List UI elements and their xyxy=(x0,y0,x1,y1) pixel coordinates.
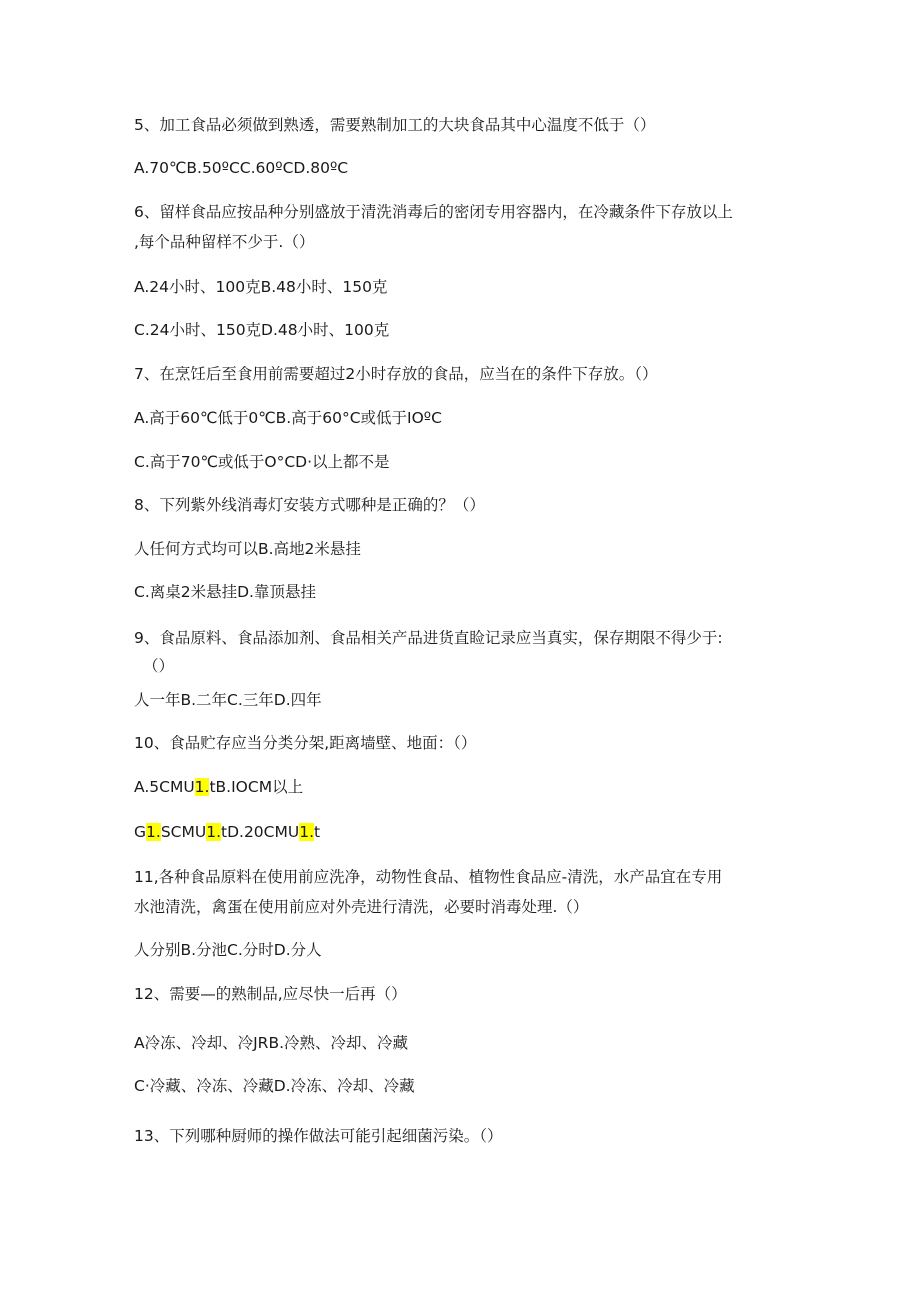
highlight-mark: 1. xyxy=(146,823,161,841)
question-6-options-cd: C.24小时、150克D.48小时、100克 xyxy=(134,321,390,339)
question-5: 5、加工食品必须做到熟透，需要熟制加工的大块食品其中心温度不低于（） xyxy=(134,116,656,134)
highlight-mark: 1. xyxy=(206,823,221,841)
question-11-options: 人分别B.分池C.分时D.分人 xyxy=(134,941,322,959)
question-11-line-1: 11,各种食品原料在使用前应洗净，动物性食品、植物性食品应-清洗，水产品宜在专用 xyxy=(134,868,723,886)
question-6-line-1: 6、留样食品应按品种分别盛放于清洗消毒后的密闭专用容器内，在冷藏条件下存放以上 xyxy=(134,203,733,221)
option-text: t xyxy=(314,823,321,841)
question-10-options-ab xyxy=(134,777,303,797)
highlight-mark: 1. xyxy=(194,778,210,796)
option-text: A.5CMU xyxy=(134,778,195,796)
question-11-line-2: 水池清洗，禽蛋在使用前应对外壳进行清洗，必要时消毒处理.（） xyxy=(134,898,589,916)
question-8-options-cd: C.离桌2米悬挂D.靠顶悬挂 xyxy=(134,583,316,601)
question-12-options-ab: A冷冻、冷却、冷JRB.冷熟、冷却、冷藏 xyxy=(134,1034,409,1052)
option-text: tB.IOCM以上 xyxy=(209,778,304,796)
question-9-line-1: 9、食品原料、食品添加剂、食品相关产品进货直睑记录应当真实，保存期限不得少于: xyxy=(134,629,723,647)
question-10: 10、食品贮存应当分类分架,距离墙壁、地面：（） xyxy=(134,734,477,752)
question-6-options-ab: A.24小时、100克B.48小时、150克 xyxy=(134,278,388,296)
question-8: 8、下列紫外线消毒灯安装方式哪种是正确的？（） xyxy=(134,496,485,514)
option-text: G xyxy=(134,823,147,841)
option-text: tD.20CMU xyxy=(221,823,300,841)
question-5-options: A.70℃B.50ºCC.60ºCD.80ºC xyxy=(134,159,349,177)
question-6-line-2: ,每个品种留样不少于.（） xyxy=(134,233,315,251)
option-text: SCMU xyxy=(160,823,207,841)
question-10-options-cd xyxy=(134,822,320,842)
question-8-options-ab: 人任何方式均可以B.高地2米悬挂 xyxy=(134,540,361,558)
question-12: 12、需要—的熟制品,应尽快一后再（） xyxy=(134,985,407,1003)
question-13: 13、下列哪种厨师的操作做法可能引起细菌污染。（） xyxy=(134,1127,503,1145)
question-9-options: 人一年B.二年C.三年D.四年 xyxy=(134,691,322,709)
highlight-mark: 1. xyxy=(299,823,315,841)
question-7-options-ab: A.高于60℃低于0℃B.高于60°C或低于IOºC xyxy=(134,409,442,427)
question-7-options-cd: C.高于70℃或低于O°CD·以上都不是 xyxy=(134,453,390,471)
question-12-options-cd: C·冷藏、冷冻、冷藏D.冷冻、冷却、冷藏 xyxy=(134,1077,415,1095)
question-9-line-2: （） xyxy=(143,657,175,675)
question-7: 7、在烹饪后至食用前需要超过2小时存放的食品，应当在的条件下存放。（） xyxy=(134,365,658,383)
